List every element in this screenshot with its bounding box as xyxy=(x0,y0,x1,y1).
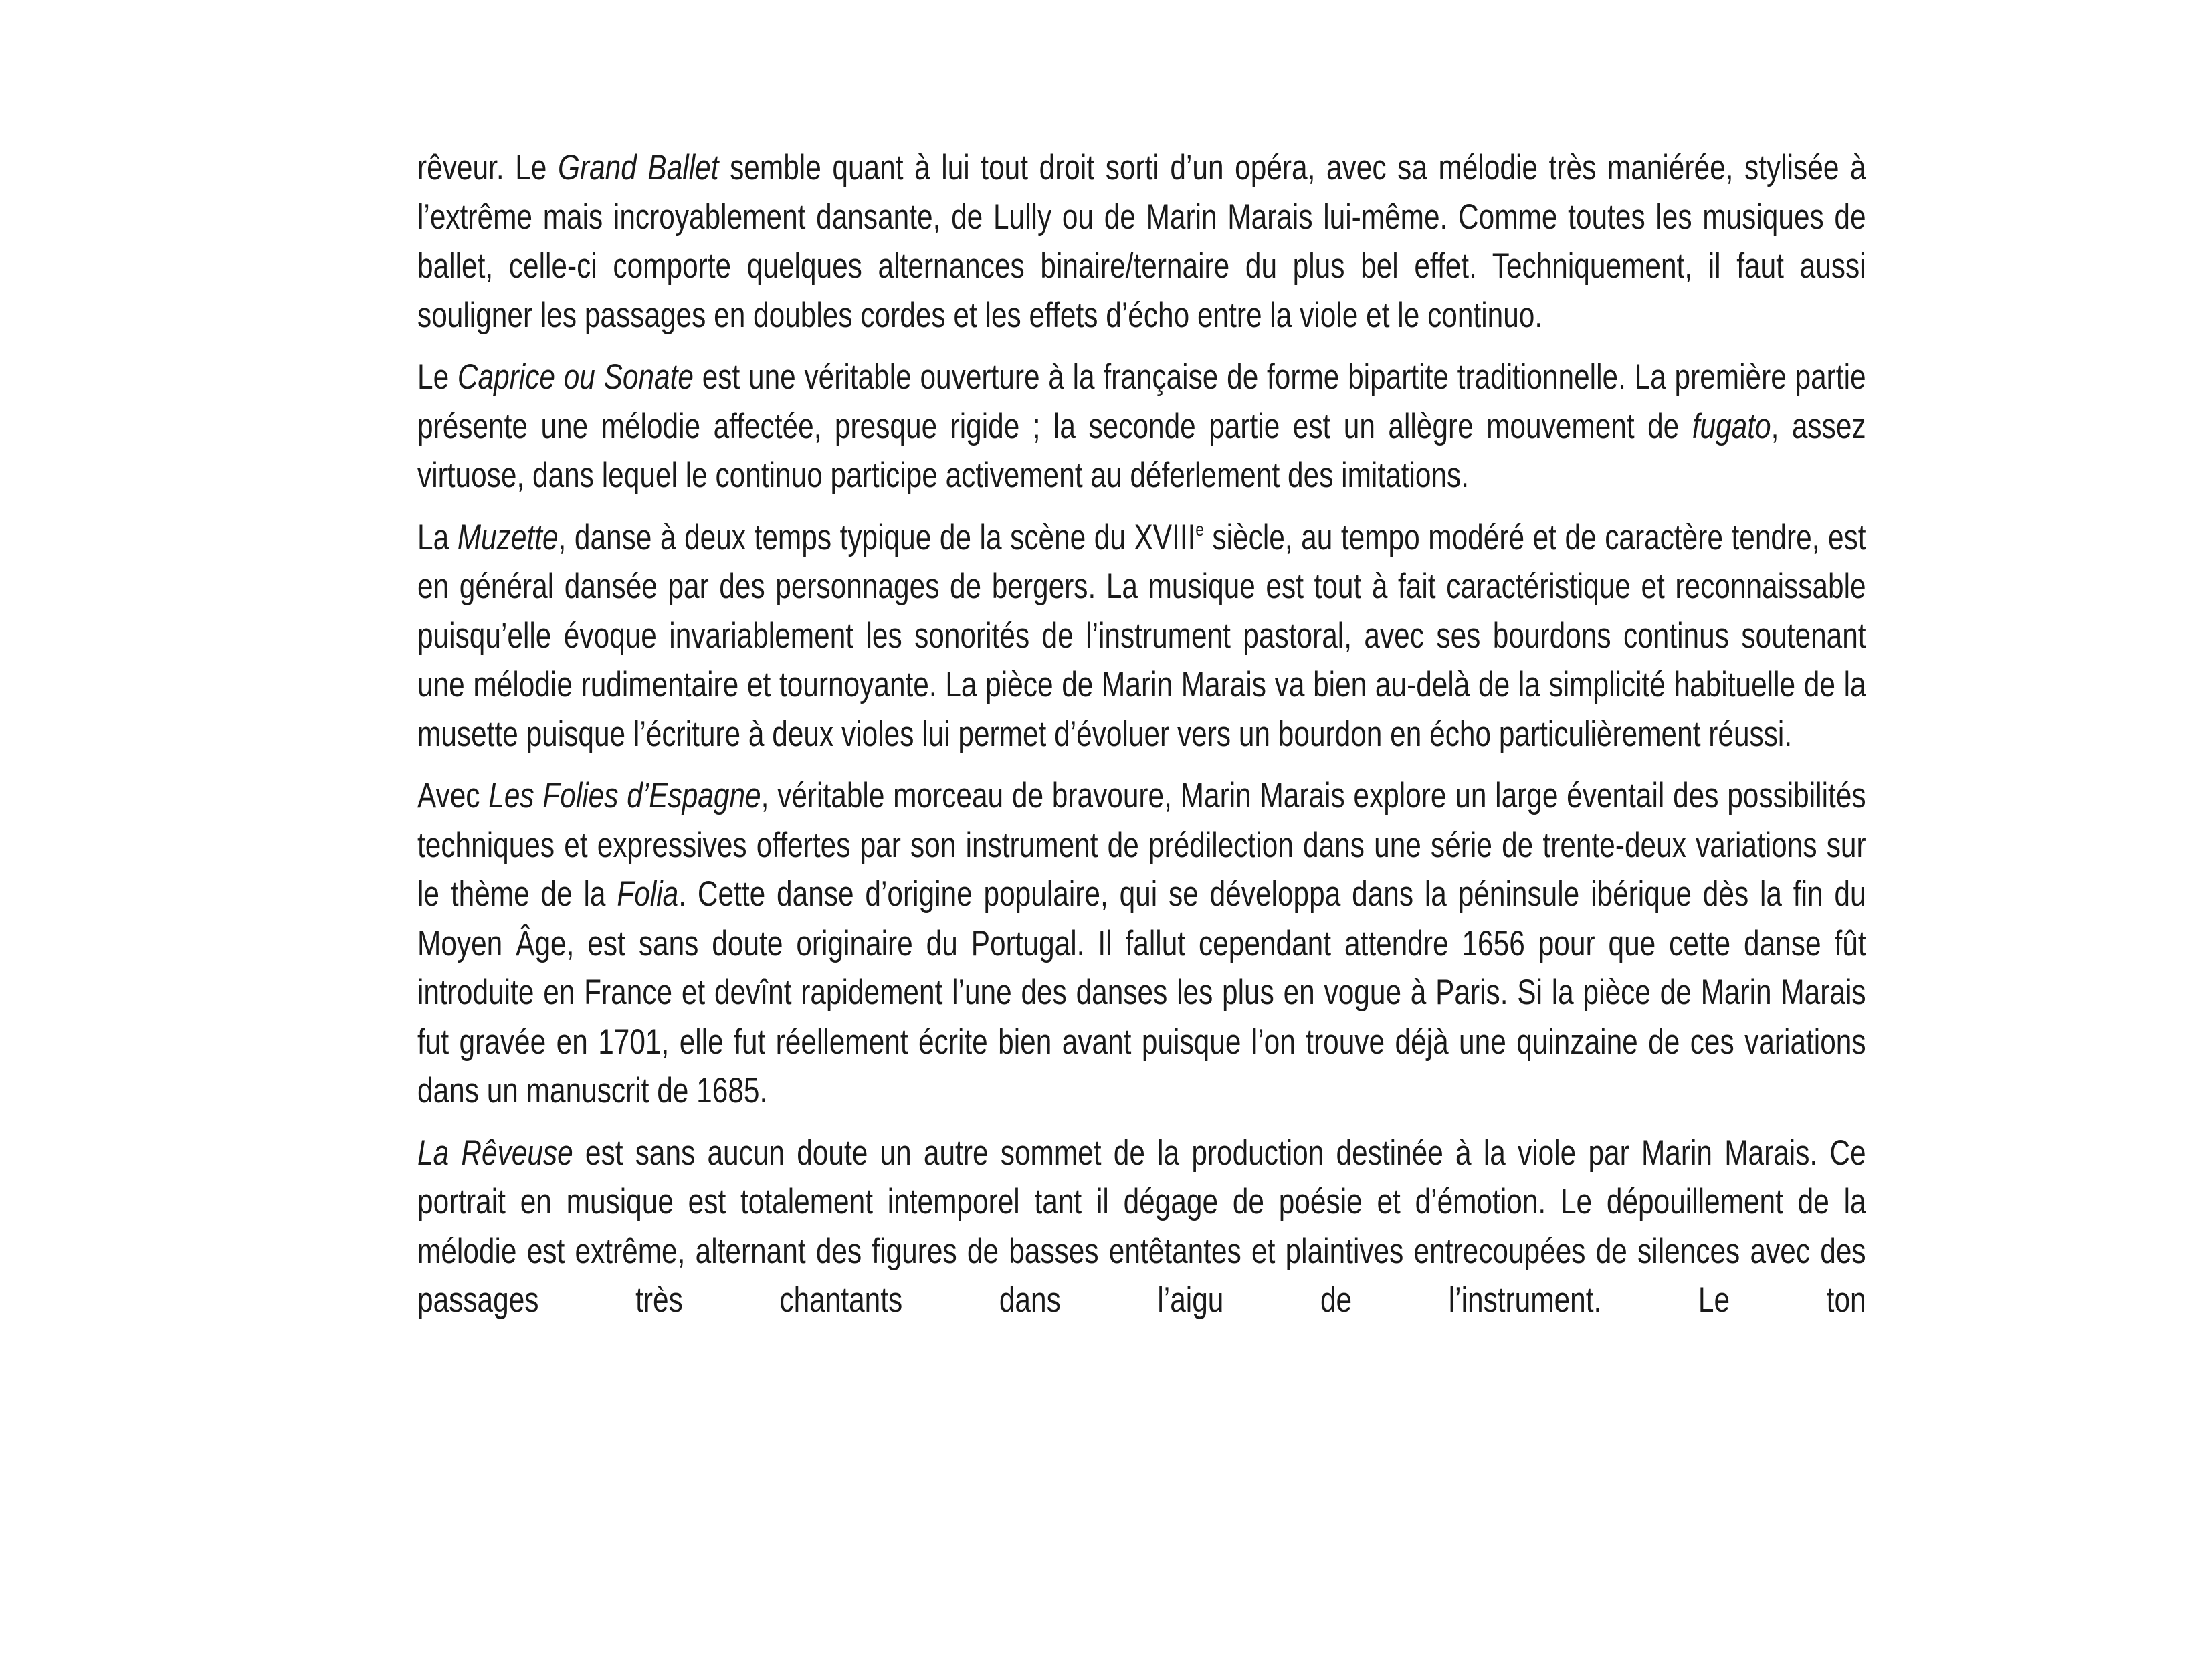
paragraph-la-reveuse xyxy=(417,1129,1866,1325)
italic-title: Grand Ballet xyxy=(557,148,719,187)
superscript: e xyxy=(1195,518,1204,540)
italic-title: fugato xyxy=(1692,406,1771,446)
text-run: semble quant à lui tout droit sorti d’un opéra, avec sa mélodie très maniérée, stylisée à l’extrême mais incroyablement dansante, de Lully ou de Marin Marais lui-même. Comme toutes les musiques de ballet, celle-ci comporte quelques alternances binaire/ternaire du plus bel effet. Techniquement, il faut aussi souligner les passages en doubles cordes et les effets d’écho entre la viole et le continuo. xyxy=(417,148,1866,335)
text-run: siècle, au tempo modéré et de caractère tendre, est en général dansée par des personnages de bergers. La musique est tout à fait caractéristique et reconnaissable puisqu’elle évoque invariablement les sonorités de l’instrument pastoral, avec ses bourdons continus soutenant une mélodie rudimentaire et tournoyante. La pièce de Marin Marais va bien au-delà de la simplicité habituelle de la musette puisque l’écriture à deux violes lui permet d’évoluer vers un bourdon en écho particulièrement réussi. xyxy=(417,517,1866,754)
text-run: rêveur. Le xyxy=(417,148,558,187)
text-run: . Cette danse d’origine populaire, qui se développa dans la péninsule ibérique dès la fin du Moyen Âge, est sans doute originaire du Portugal. Il fallut cependant attendre 1656 pour que cette danse fût introduite en France et devînt rapidement l’une des danses les plus en vogue à Paris. Si la pièce de Marin Marais fut gravée en 1701, elle fut réellement écrite bien avant puisque l’on trouve déjà une quinzaine de ces variations dans un manuscrit de 1685. xyxy=(417,874,1866,1110)
text-run: , assez virtuose, dans lequel le continuo participe activement au déferlement des imitations. xyxy=(417,406,1866,495)
text-run: Le xyxy=(417,357,458,397)
text-run: La xyxy=(417,517,458,557)
italic-title: Les Folies d’Espagne xyxy=(488,776,761,815)
italic-title: Caprice ou Sonate xyxy=(457,357,694,397)
paragraph-grand-ballet xyxy=(417,143,1866,340)
italic-title: Muzette xyxy=(457,517,559,557)
text-run: , danse à deux temps typique de la scène du XVIII xyxy=(558,517,1196,557)
text-column xyxy=(417,143,1866,1338)
paragraph-caprice-ou-sonate xyxy=(417,353,1866,500)
paragraph-folies-d-espagne xyxy=(417,771,1866,1116)
paragraph-muzette xyxy=(417,513,1866,759)
text-run: Avec xyxy=(417,776,489,815)
text-run: est une véritable ouverture à la française de forme bipartite traditionnelle. La première partie présente une mélodie affectée, presque rigide ; la seconde partie est un allègre mouvement de xyxy=(417,357,1866,446)
italic-title: La Rêveuse xyxy=(417,1133,573,1173)
text-run: , véritable morceau de bravoure, Marin Marais explore un large éventail des possibilités techniques et expressives offertes par son instrument de prédilection dans une série de trente-deux variations sur le thème de la xyxy=(417,776,1866,914)
italic-title: Folia xyxy=(617,874,679,914)
text-run: est sans aucun doute un autre sommet de la production destinée à la viole par Marin Marais. Ce portrait en musique est totalement intemporel tant il dégage de poésie et d’émotion. Le dépouillement de la mélodie est extrême, alternant des figures de basses entêtantes et plaintives entrecoupées de silences avec des passages très chantants dans l’aigu de l’instrument. Le ton xyxy=(417,1133,1866,1320)
